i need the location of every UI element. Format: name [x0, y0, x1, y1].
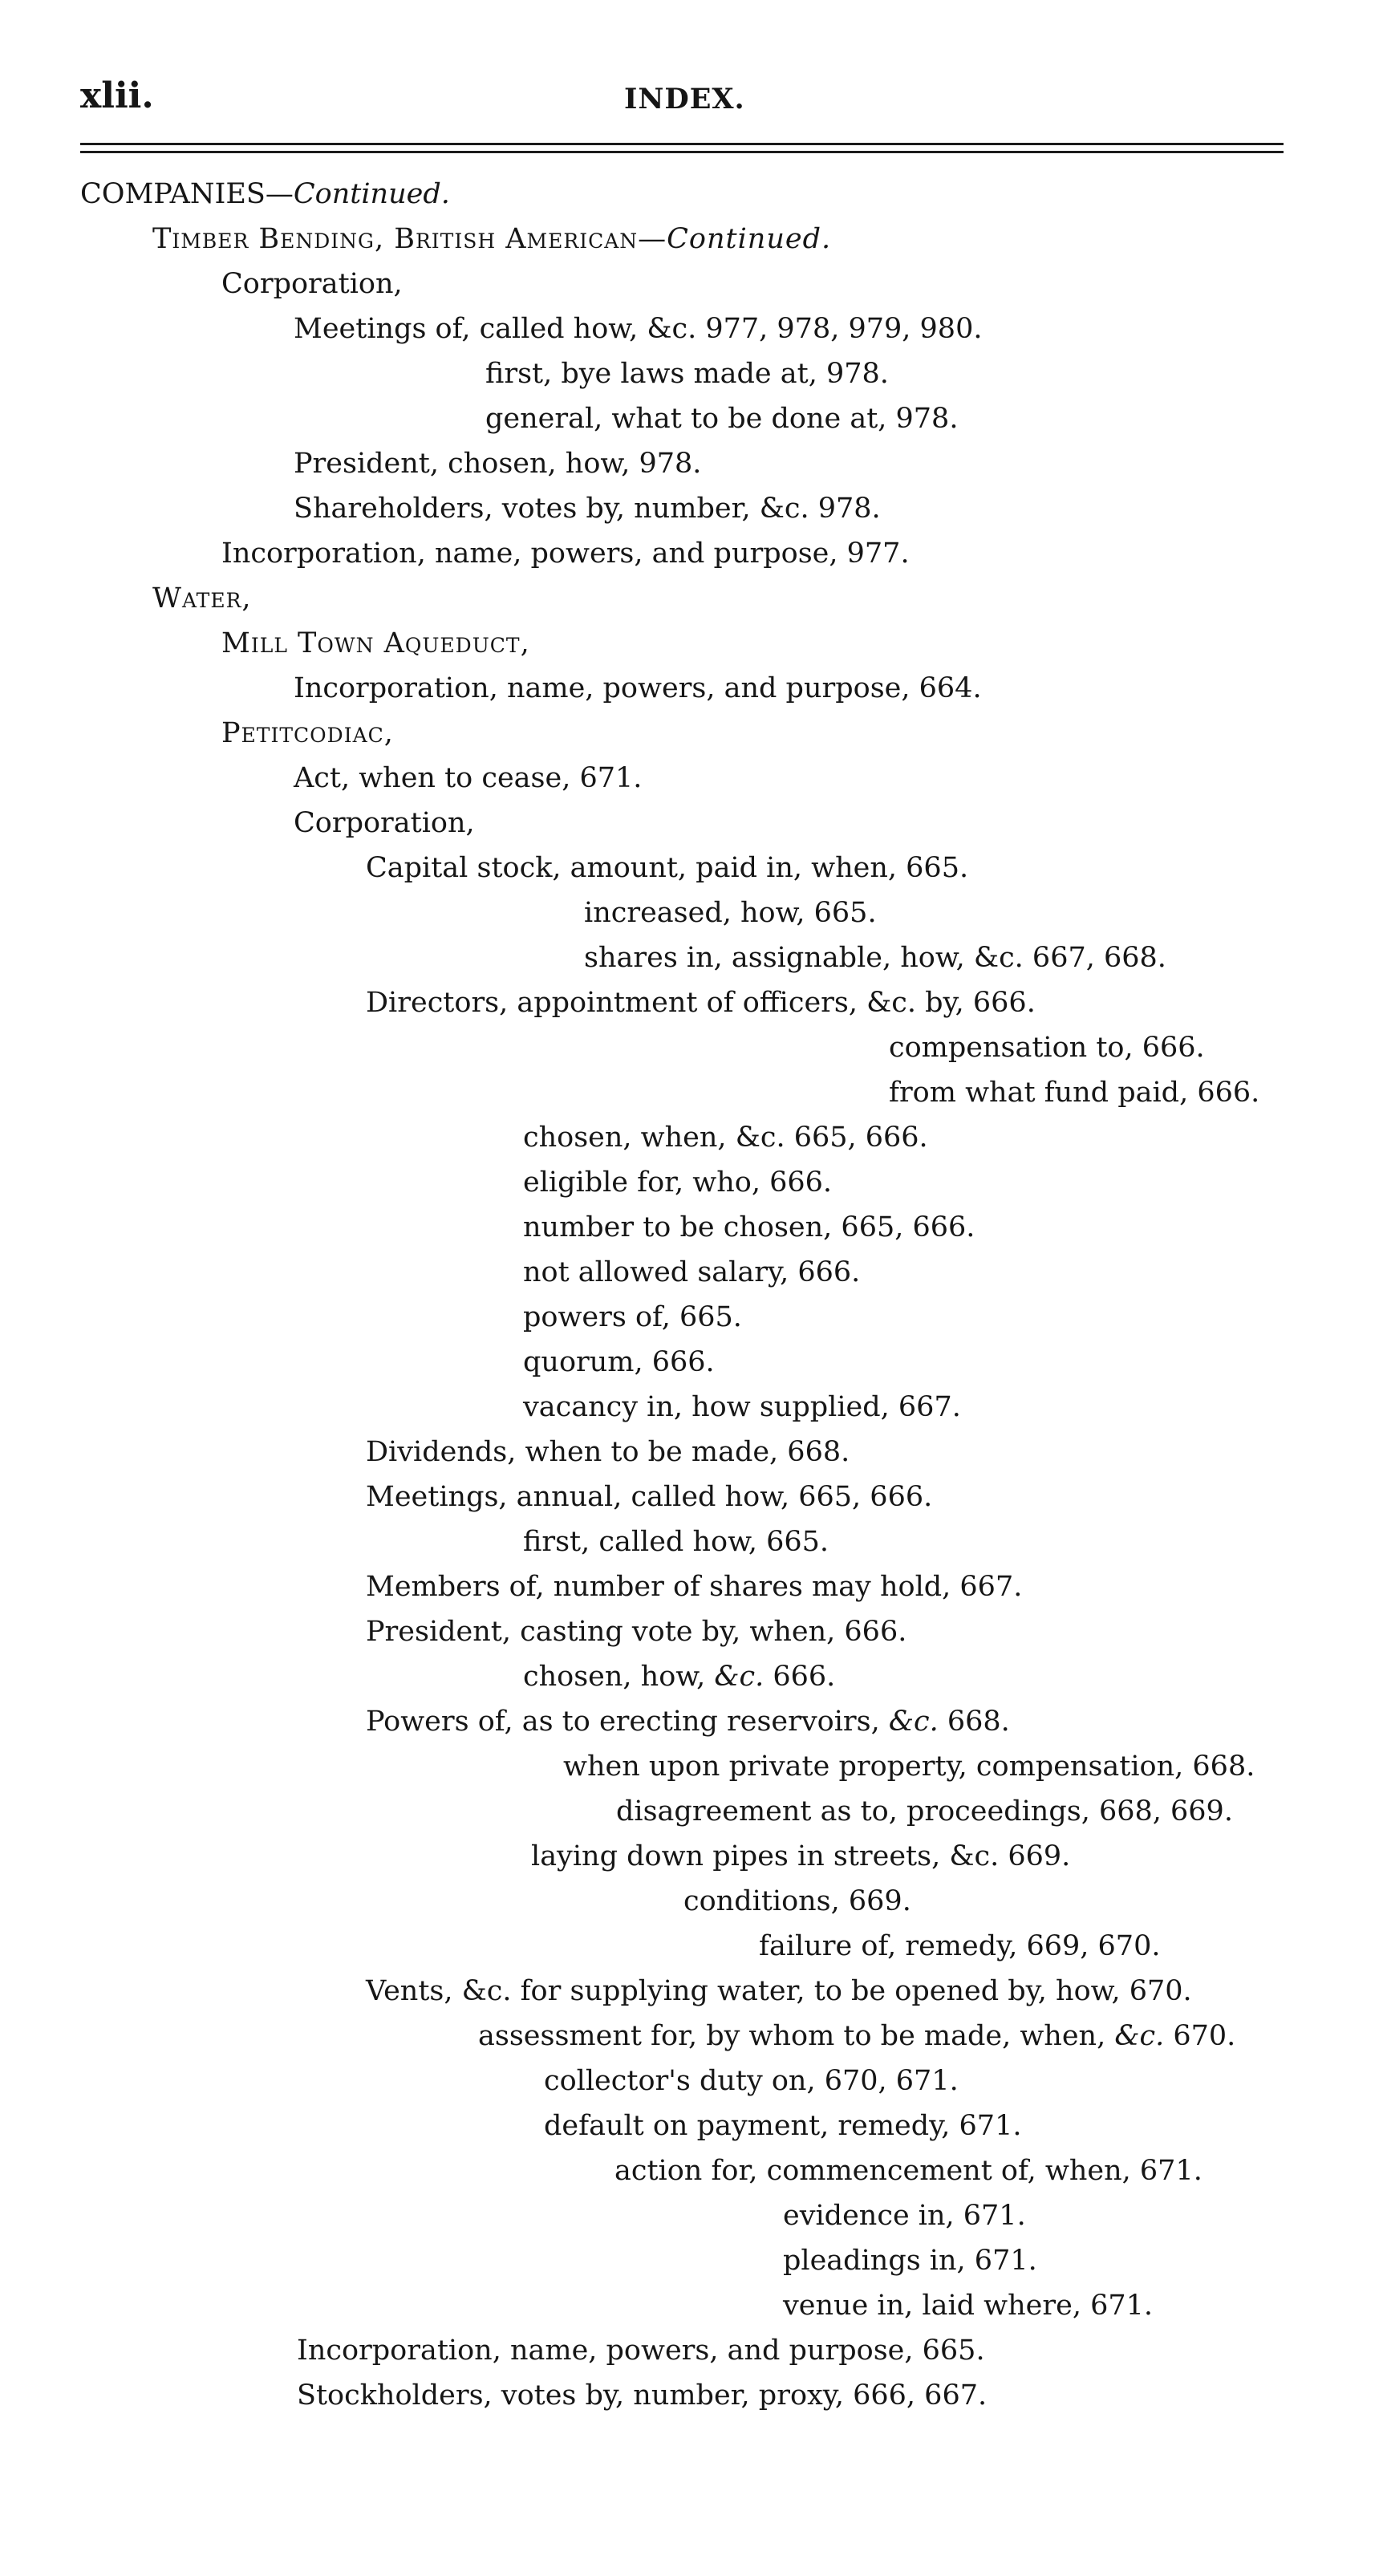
index-entry: Act, when to cease, 671. — [294, 762, 643, 794]
index-entry: number to be chosen, 665, 666. — [523, 1211, 975, 1243]
index-entry-italic: &c. — [888, 1706, 939, 1738]
index-entry: from what fund paid, 666. — [889, 1077, 1260, 1109]
index-entry: Corporation, — [294, 807, 475, 839]
index-entry: default on payment, remedy, 671. — [544, 2110, 1022, 2142]
index-entry: when upon private property, compensation, 668. — [563, 1750, 1255, 1783]
index-entry-text: 666. — [764, 1661, 836, 1693]
index-entry-text: Powers of, as to erecting reservoirs, — [366, 1706, 889, 1738]
index-entry: President, chosen, how, 978. — [294, 448, 702, 480]
index-entry: Incorporation, name, powers, and purpose, 665. — [297, 2335, 985, 2367]
index-entry: venue in, laid where, 671. — [783, 2290, 1154, 2322]
index-entry: chosen, when, &c. 665, 666. — [523, 1122, 928, 1154]
index-entry: Water, — [152, 582, 252, 615]
index-entry: Petitcodiac, — [221, 717, 394, 749]
index-entry-italic: Continued. — [667, 223, 832, 255]
index-entry: Dividends, when to be made, 668. — [366, 1436, 850, 1468]
index-entry: action for, commencement of, when, 671. — [614, 2155, 1203, 2187]
index-entry: Shareholders, votes by, number, &c. 978. — [294, 493, 881, 525]
index-entry: Meetings, annual, called how, 665, 666. — [366, 1481, 933, 1513]
index-entry — [80, 175, 450, 213]
index-entry — [366, 1702, 1010, 1741]
index-entry: laying down pipes in streets, &c. 669. — [531, 1840, 1071, 1872]
index-entry: powers of, 665. — [523, 1301, 742, 1333]
index-entry: Meetings of, called how, &c. 977, 978, 979, 980. — [294, 313, 983, 345]
index-entry: shares in, assignable, how, &c. 667, 668. — [584, 942, 1166, 974]
index-entry: conditions, 669. — [683, 1885, 911, 1917]
index-entry: Members of, number of shares may hold, 667. — [366, 1571, 1023, 1603]
index-entry-italic: Continued. — [293, 178, 450, 210]
index-entry-text: COMPANIES— — [80, 178, 294, 210]
index-entry: Incorporation, name, powers, and purpose, 664. — [294, 672, 982, 704]
index-entry: Directors, appointment of officers, &c. by, 666. — [366, 987, 1036, 1019]
index-entry: vacancy in, how supplied, 667. — [523, 1391, 961, 1423]
index-entry: Vents, &c. for supplying water, to be opened by, how, 670. — [366, 1975, 1192, 2007]
index-entry — [478, 2017, 1235, 2055]
page-title: INDEX. — [624, 83, 745, 116]
index-entry: collector's duty on, 670, 671. — [544, 2065, 959, 2097]
index-entry: not allowed salary, 666. — [523, 1256, 861, 1288]
index-entry: Capital stock, amount, paid in, when, 665. — [366, 852, 969, 884]
header-rule-top — [80, 143, 1284, 145]
index-entry: first, called how, 665. — [523, 1526, 829, 1558]
index-entry: failure of, remedy, 669, 670. — [759, 1930, 1161, 1962]
index-entry: Stockholders, votes by, number, proxy, 666, 667. — [297, 2379, 988, 2412]
index-entry — [523, 1657, 835, 1696]
index-entry-text: 670. — [1164, 2020, 1236, 2052]
index-entry: first, bye laws made at, 978. — [485, 358, 889, 390]
index-entry: evidence in, 671. — [783, 2200, 1026, 2232]
index-entry: disagreement as to, proceedings, 668, 669. — [616, 1795, 1233, 1828]
index-entry-text: Timber Bending, British American— — [152, 223, 667, 255]
index-entry-text: assessment for, by whom to be made, when, — [478, 2020, 1115, 2052]
index-entry: pleadings in, 671. — [783, 2245, 1037, 2277]
index-entry-text: chosen, how, — [523, 1661, 715, 1693]
index-entry: quorum, 666. — [523, 1346, 715, 1378]
page-number: xlii. — [80, 75, 154, 116]
index-entry: general, what to be done at, 978. — [485, 403, 959, 435]
index-entry: President, casting vote by, when, 666. — [366, 1616, 907, 1648]
index-entry: Mill Town Aqueduct, — [221, 627, 530, 659]
index-entry-text: 668. — [938, 1706, 1010, 1738]
index-entry-italic: &c. — [714, 1661, 765, 1693]
header-rule-bottom — [80, 151, 1284, 153]
index-entry: increased, how, 665. — [584, 897, 877, 929]
index-entry-italic: &c. — [1114, 2020, 1165, 2052]
index-entry — [152, 220, 831, 258]
index-entry: eligible for, who, 666. — [523, 1166, 833, 1199]
index-entry: compensation to, 666. — [889, 1032, 1205, 1064]
index-entry: Corporation, — [221, 268, 403, 300]
index-entry: Incorporation, name, powers, and purpose, 977. — [221, 538, 910, 570]
